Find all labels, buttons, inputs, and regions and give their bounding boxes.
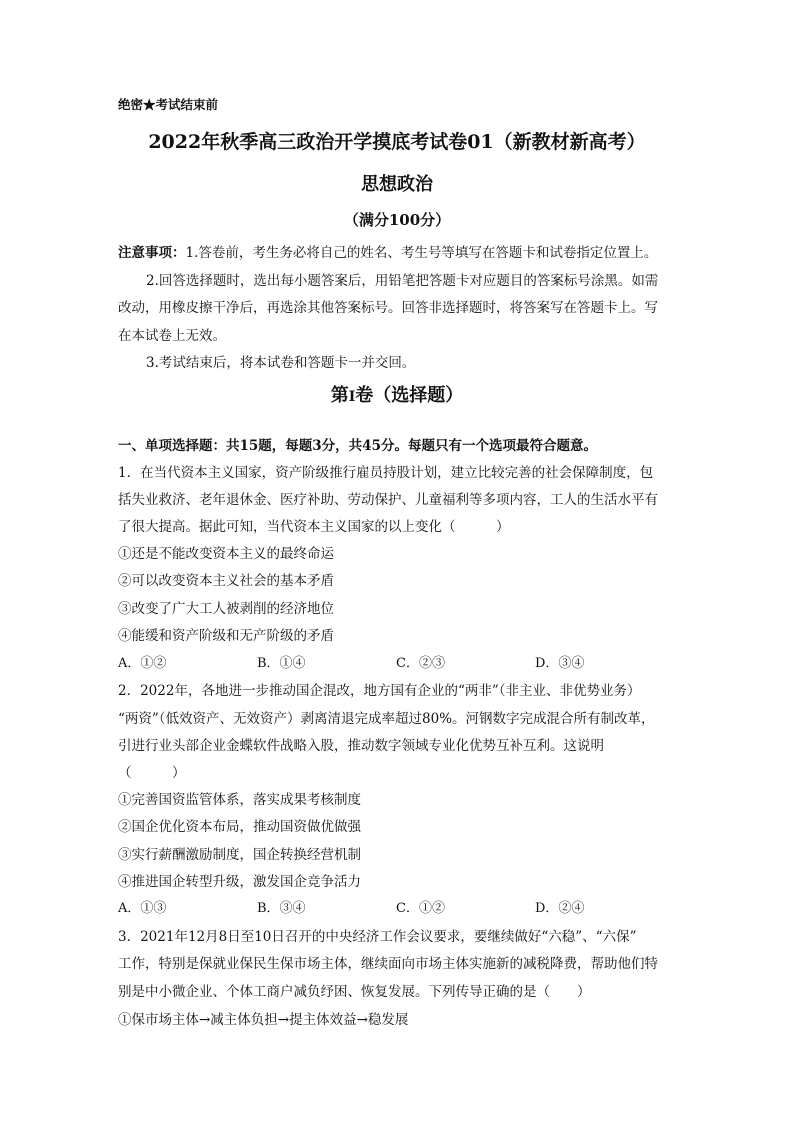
volume-suffix: 卷（选择题） (355, 385, 464, 406)
notice-line-4: 在本试卷上无效。 (118, 328, 226, 344)
q2-option-c: C．①② (396, 901, 445, 916)
q1-item-4: ④能缓和资产阶级和无产阶级的矛盾 (118, 628, 334, 644)
q2-stem-line-4: （ ） (118, 765, 186, 781)
notice-line-1-text: 1.答卷前，考生务必将自己的姓名、考生号等填写在答题卡和试卷指定位置上。 (185, 245, 658, 261)
volume-heading (0, 384, 794, 409)
confidential-mark: 绝密★考试结束前 (118, 97, 219, 112)
exam-title: 2022年秋季高三政治开学摸底考试卷01（新教材新高考） (148, 131, 646, 153)
q1-stem-line-2: 括失业救济、老年退休金、医疗补助、劳动保护、儿童福利等多项内容，工人的生活水平有 (118, 492, 658, 508)
q1-stem-line-1: 1．在当代资本主义国家，资产阶级推行雇员持股计划，建立比较完善的社会保障制度，包 (118, 465, 654, 481)
q1-item-3: ③改变了广大工人被剥削的经济地位 (118, 601, 334, 617)
q2-option-a: A．①③ (118, 901, 167, 916)
q1-stem-line-3: 了很大提高。据此可知，当代资本主义国家的以上变化（ ） (118, 519, 510, 535)
volume-roman: I (348, 389, 356, 405)
q2-stem-line-2: “两资”（低效资产、无效资产）剥离清退完成率超过80%。河钢数字完成混合所有制改革， (118, 711, 655, 727)
notice-line-3: 改动，用橡皮擦干净后，再选涂其他答案标号。回答非选择题时，将答案写在答题卡上。写 (118, 300, 658, 316)
section-heading: 一、单项选择题：共15题，每题3分，共45分。每题只有一个选项最符合题意。 (118, 438, 597, 454)
volume-prefix: 第 (330, 385, 349, 406)
full-score: （满分100分） (343, 211, 451, 229)
q1-option-c: C．②③ (396, 656, 445, 671)
q3-stem-line-2: 工作，特别是保就业保民生保市场主体，继续面向市场主体实施新的减税降费，帮助他们特 (118, 956, 658, 972)
notice-line-2: 2.回答选择题时，选出每小题答案后，用铅笔把答题卡对应题目的答案标号涂黑。如需 (146, 273, 659, 289)
q3-item-1: ①保市场主体→减主体负担→提主体效益→稳发展 (118, 1012, 409, 1028)
q2-item-3: ③实行薪酬激励制度，国企转换经营机制 (118, 847, 361, 863)
subject-title: 思想政治 (361, 174, 433, 195)
q2-option-b: B．③④ (257, 901, 306, 916)
q1-item-2: ②可以改变资本主义社会的基本矛盾 (118, 573, 334, 589)
q3-stem-line-3: 别是中小微企业、个体工商户减负纾困、恢复发展。下列传导正确的是（ ） (118, 984, 591, 1000)
q2-item-1: ①完善国资监管体系，落实成果考核制度 (118, 792, 361, 808)
q1-item-1: ①还是不能改变资本主义的最终命运 (118, 546, 334, 562)
q1-option-a: A．①② (118, 656, 167, 671)
notice-line-5: 3.考试结束后，将本试卷和答题卡一并交回。 (146, 355, 416, 371)
q2-stem-line-3: 引进行业头部企业金蝶软件战略入股，推动数字领域专业化优势互补互利。这说明 (118, 738, 604, 754)
notice-line-1 (118, 244, 657, 262)
q1-option-b: B．①④ (257, 656, 306, 671)
q2-stem-line-1: 2．2022年，各地进一步推动国企混改，地方国有企业的“两非”（非主业、非优势业务） (118, 683, 641, 699)
q2-item-4: ④推进国企转型升级，激发国企竞争活力 (118, 874, 361, 890)
notice-label: 注意事项： (118, 245, 186, 261)
q3-stem-line-1: 3．2021年12月8日至10日召开的中央经济工作会议要求，要继续做好“六稳”、“六保” (118, 929, 637, 945)
q2-option-d: D．②④ (535, 901, 585, 916)
q2-item-2: ②国企优化资本布局，推动国资做优做强 (118, 819, 361, 835)
q1-option-d: D．③④ (535, 656, 585, 671)
